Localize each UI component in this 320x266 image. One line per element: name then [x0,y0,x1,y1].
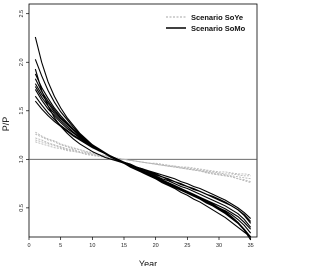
y-tick-label: 2.0 [19,58,25,67]
y-tick-label: 0.5 [19,204,25,212]
y-tick-label: 1.0 [19,155,25,164]
y-tick-label: 2.5 [19,9,25,18]
x-tick-label: 25 [184,243,191,249]
series-line-somo-1 [35,59,250,237]
legend-label-soye: Scenario SoYe [191,13,244,22]
x-tick-label: 30 [215,243,223,249]
series-line-somo-3 [35,89,250,227]
x-tick-label: 35 [247,243,254,249]
series-line-somo-7 [35,84,250,237]
series-line-somo-6 [35,69,250,219]
plot-area [29,4,257,240]
x-axis-ticks [27,237,253,249]
legend [166,13,246,33]
x-tick-label: 15 [120,243,128,249]
x-tick-label: 20 [152,243,159,249]
legend-label-somo: Scenario SoMo [191,24,246,33]
y-axis-title: P/P [1,116,11,132]
y-axis-ticks [19,10,29,212]
x-tick-label: 10 [89,243,96,249]
series-line-somo-8 [35,79,250,237]
x-axis-title: Year [138,259,158,266]
x-tick-label: 0 [27,243,31,249]
x-tick-label: 5 [59,243,63,249]
series-line-soye-4 [35,142,250,182]
series-soye [35,132,250,182]
y-tick-label: 1.5 [19,106,25,115]
series-somo [35,37,250,240]
